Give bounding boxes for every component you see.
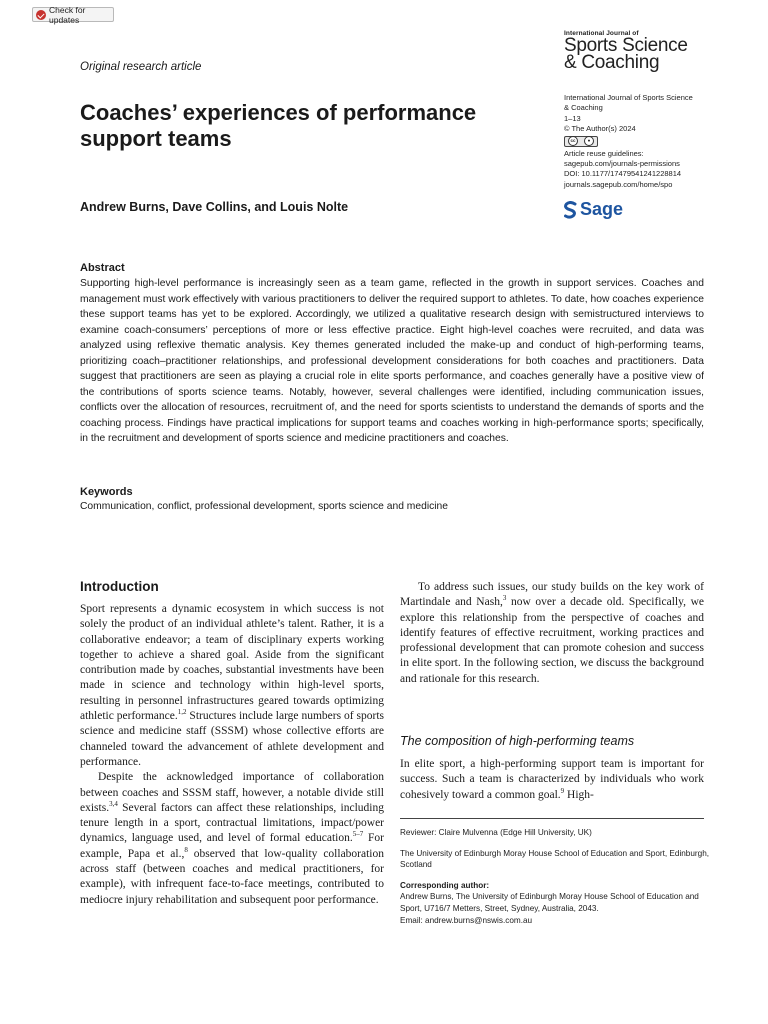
title-line-2: support teams [80, 126, 232, 151]
check-updates-label: Check for updates [49, 4, 86, 25]
check-updates-icon [36, 10, 46, 20]
cc-icon: cc [568, 136, 578, 146]
reviewer-note: Reviewer: Claire Mulvenna (Edge Hill University, UK) [400, 828, 592, 837]
meta-journal: International Journal of Sports Science [564, 93, 693, 102]
abstract-heading: Abstract [80, 262, 125, 274]
article-type: Original research article [80, 61, 202, 73]
journal-logo-small: International Journal of [564, 30, 639, 37]
citation[interactable]: 9 [560, 786, 565, 795]
right-column-bottom [400, 757, 704, 803]
intro-paragraph-3: To address such issues, our study builds on the key work of Martindale and Nash,$^3$ now over a decade old. Specifically, we explore this relationship from the perspective of coaches and identify features of effective recruitment, working practices and professional development that can promote cohesion and success in elite sport. In the following section, we discuss the background and rationale for this research. [400, 581, 704, 685]
meta-copyright: © The Author(s) 2024 [564, 124, 636, 134]
composition-paragraph: In elite sport, a high-performing support team is important for success. Such a team is characterized by individuals who work cohesively toward a common goal.$^9$ High- [400, 758, 704, 801]
meta-reuse: Article reuse guidelines: [564, 148, 644, 158]
corresponding-author-text: Andrew Burns, The University of Edinburgh Moray House School of Education and Sport, U716/7 Metters, Street, Sydney, Australia, 2043. [400, 892, 699, 913]
journal-logo-line2: & Coaching [564, 52, 660, 73]
article-meta [564, 93, 744, 190]
sage-name: Sage [580, 199, 624, 219]
keywords-heading: Keywords [80, 486, 133, 498]
meta-reuse-link[interactable]: sagepub.com/journals-permissions [564, 159, 680, 169]
cc-license-badge[interactable] [564, 136, 598, 147]
intro-paragraph-2: Despite the acknowledged importance of collaboration between coaches and SSSM staff, however, a notable divide still exists.$^{3,4}$ Several factors can affect these relationships, including tenure length in a sport, contractual limitations, impact/power dynamics, language used, and level of formal education.$^{5-7}$ For example, Papa et al.,$^8$ observed that low-quality collaboration across staff (between coaches and medical practitioners, for example), with infrequent face-to-face meetings, contributed to mediocre injury rehabilitation and subsequent poor performance. [80, 771, 385, 906]
page-title [80, 100, 540, 152]
meta-pages: 1–13 [564, 113, 581, 123]
composition-heading: The composition of high-performing teams [400, 734, 635, 748]
title-line-1: Coaches’ experiences of performance [80, 100, 477, 125]
citation[interactable]: 8 [184, 845, 188, 854]
citation[interactable]: 3,4 [109, 800, 118, 809]
citation[interactable]: 5–7 [352, 830, 364, 839]
right-column-top [400, 580, 704, 687]
meta-doi[interactable]: DOI: 10.1177/17479541241228814 [564, 169, 682, 179]
meta-journal-2: & Coaching [564, 103, 603, 113]
check-for-updates-button[interactable] [32, 4, 114, 25]
introduction-heading: Introduction [80, 579, 159, 594]
keywords-text: Communication, conflict, professional development, sports science and medicine [80, 501, 449, 512]
affiliation-note: The University of Edinburgh Moray House School of Education and Sport, Edinburgh, Scotland [400, 848, 710, 870]
citation[interactable]: 1,2 [177, 708, 187, 717]
sage-icon [564, 201, 577, 219]
left-column [80, 602, 384, 908]
journal-logo-line1: Sports Science [564, 35, 688, 56]
footnote-divider [400, 818, 704, 819]
footnotes [400, 827, 710, 926]
corresponding-author-email[interactable]: Email: andrew.burns@nswis.com.au [400, 915, 533, 925]
abstract-text: Supporting high-level performance is increasingly seen as a team game, reflected in the growth in support services. Coaches and management must work effectively with various practitioners to deliver the required support to athletes. To date, how coaches experience these support teams has yet to be explored. Accordingly, we utilized a qualitative research design with semistructured interviews to examine coach-consumers’ perceptions of more or less effective practice. Eight high-level coaches were recruited, and data was analyzed using reflexive thematic analysis. Key themes generated included the make-up and conduct of high-performing teams, prioritizing coach–practitioner relationships, and professional development considerations for both coaches and practitioners. Data suggest that practitioners are seen as playing a crucial role in elite sports performance, and coaches generally have a positive view of the contributions of sports science teams. Notably, however, several challenges were identified, including communication issues, conflicts over the allocation of resources, recruitment of, and the need for sports scientists to understand the demands of sports and the coaching process. Findings have practical implications for support teams and coaches working in high-performance sports; specifically, in the recruitment and development of sports science and medicine practitioners and coaches. [80, 278, 704, 445]
intro-paragraph-1: Sport represents a dynamic ecosystem in which success is not solely the product of an individual athlete’s talent. Rather, it is a collaborative endeavor; a team of disciplinary experts working together to achieve a shared goal. Aside from the significant contribution made by coaches, substantial investments have been made in science and technology within high-level sports, resulting in personnel infrastructures geared towards optimizing athletic performance.$^{1,2}$ Structures include large numbers of sports science and medicine staff (SSSM) whose collective efforts are channeled toward the advancement of athlete development and performance. [80, 603, 384, 768]
meta-home-link[interactable]: journals.sagepub.com/home/spo [564, 179, 673, 189]
attribution-icon: ● [584, 136, 594, 146]
corresponding-author-label: Corresponding author: [400, 880, 490, 890]
citation[interactable]: 3 [502, 594, 507, 603]
journal-logo [564, 30, 714, 71]
sage-logo [564, 199, 623, 220]
authors: Andrew Burns, Dave Collins, and Louis Nolte [80, 200, 349, 214]
